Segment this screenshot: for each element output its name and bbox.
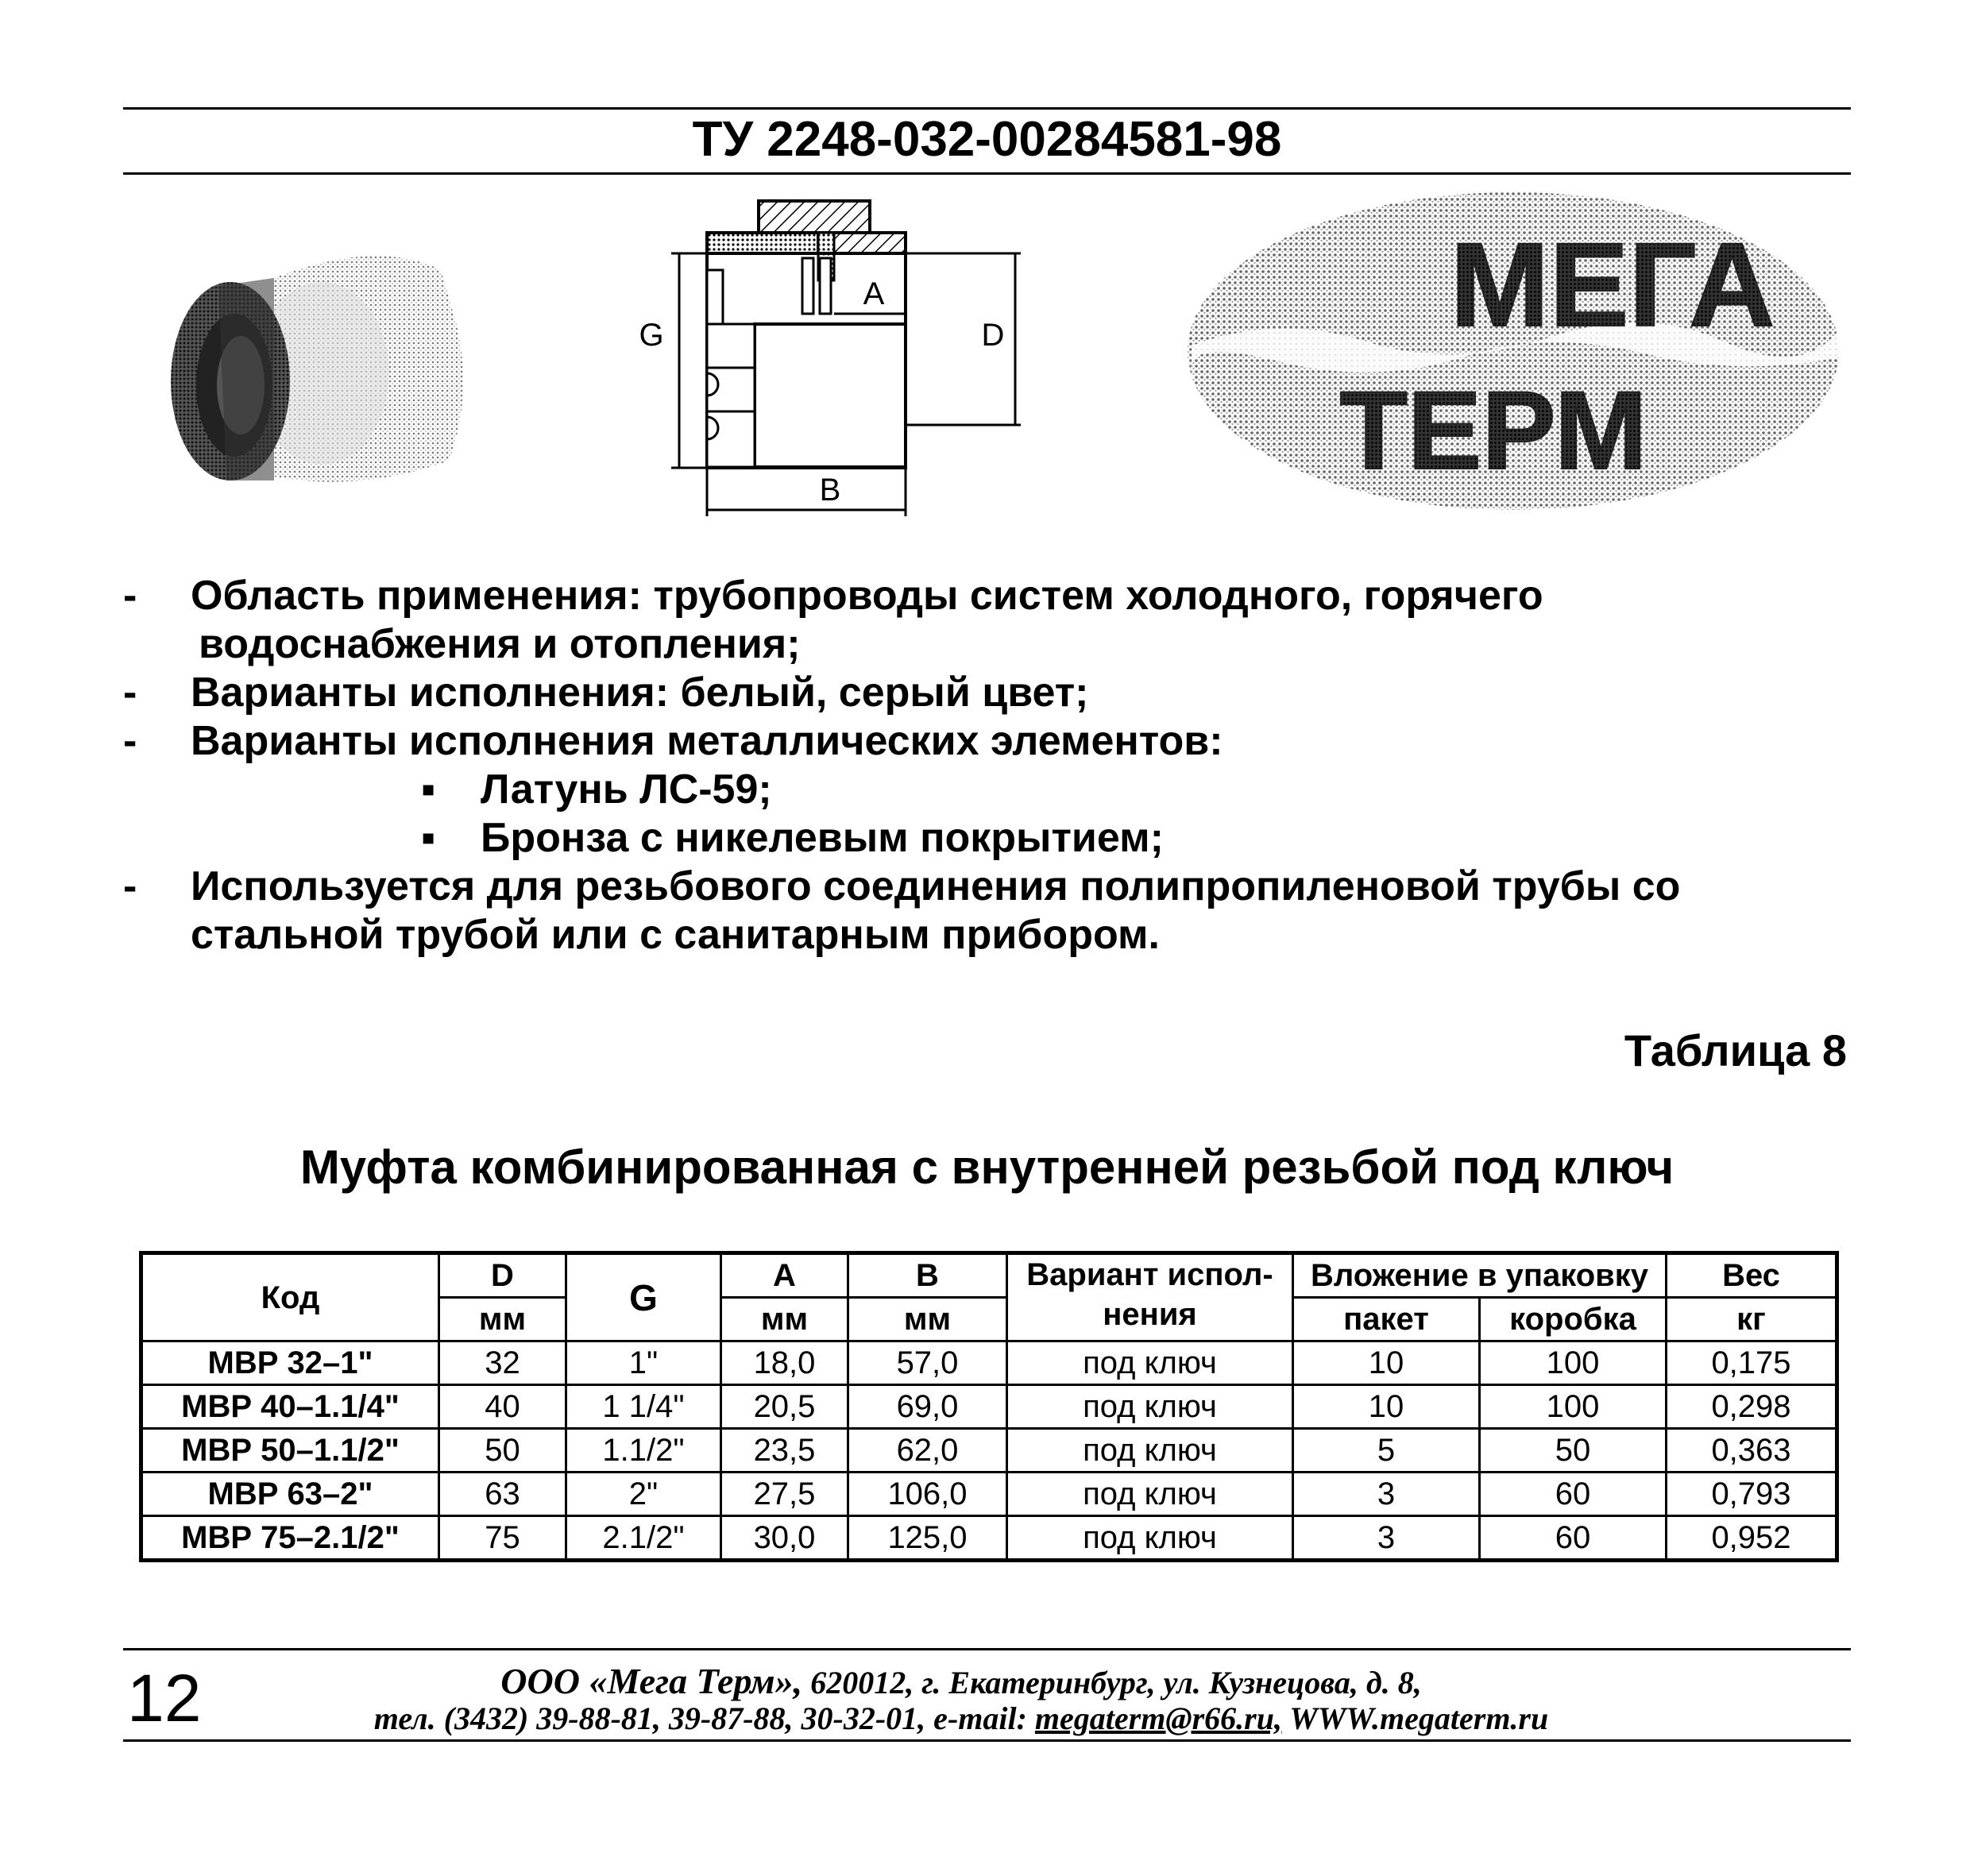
cell-box: 60 <box>1480 1473 1667 1516</box>
cell-box: 50 <box>1480 1429 1667 1473</box>
header-variant <box>1007 1253 1293 1341</box>
cell-d: 63 <box>439 1473 566 1516</box>
header-a-unit: мм <box>721 1298 848 1341</box>
cell-weight: 0,952 <box>1667 1516 1837 1561</box>
table-header-row <box>141 1253 1837 1298</box>
cell-d: 50 <box>439 1429 566 1473</box>
square-bullet-marker: ▪ <box>421 766 436 813</box>
bullet-item <box>111 863 1859 911</box>
table-row <box>141 1385 1837 1429</box>
bullet-item <box>111 717 1859 766</box>
cell-g: 1.1/2" <box>566 1429 721 1473</box>
table-row <box>141 1341 1837 1385</box>
bullet-item <box>111 572 1859 620</box>
footer-rule-bottom <box>123 1739 1851 1742</box>
specification-table <box>139 1251 1839 1562</box>
cell-a: 30,0 <box>721 1516 848 1561</box>
cell-variant: под ключ <box>1007 1473 1293 1516</box>
cell-weight: 0,298 <box>1667 1385 1837 1429</box>
cell-d: 32 <box>439 1341 566 1385</box>
cell-a: 27,5 <box>721 1473 848 1516</box>
page-number: 12 <box>127 1661 202 1735</box>
bullet-item <box>111 669 1859 717</box>
cell-code: МВР 32–1" <box>141 1341 439 1385</box>
cell-d: 75 <box>439 1516 566 1561</box>
cell-variant: под ключ <box>1007 1341 1293 1385</box>
header-weight-unit: кг <box>1667 1298 1837 1341</box>
dash-marker: - <box>123 670 137 716</box>
cell-g: 1" <box>566 1341 721 1385</box>
cell-weight: 0,363 <box>1667 1429 1837 1473</box>
cell-code: МВР 63–2" <box>141 1473 439 1516</box>
cell-g: 2.1/2" <box>566 1516 721 1561</box>
cell-code: МВР 75–2.1/2" <box>141 1516 439 1561</box>
cell-b: 57,0 <box>848 1341 1007 1385</box>
cell-packet: 10 <box>1293 1341 1480 1385</box>
application-notes <box>111 572 1859 959</box>
cell-variant: под ключ <box>1007 1429 1293 1473</box>
company-address: 620012, г. Екатеринбург, ул. Кузнецова, д. 8, <box>810 1665 1422 1700</box>
footer-rule-top <box>123 1648 1851 1650</box>
header-rule-bottom <box>123 172 1851 175</box>
dimension-label-a: A <box>863 276 885 311</box>
table-title: Муфта комбинированная с внутренней резьбой под ключ <box>299 1141 1674 1194</box>
header-packet: пакет <box>1293 1298 1480 1341</box>
megaterm-logo <box>1184 187 1843 516</box>
bullet-text-continuation: стальной трубой или с санитарным прибором. <box>191 912 1160 958</box>
sub-bullet-text: Латунь ЛС-59; <box>481 766 772 813</box>
header-variant-line2: нения <box>1103 1297 1197 1332</box>
company-phones: тел. (3432) 39-88-81, 39-87-88, 30-32-01, e-mail: <box>373 1700 1027 1736</box>
square-bullet-marker: ▪ <box>421 815 436 861</box>
cell-code: МВР 40–1.1/4" <box>141 1385 439 1429</box>
dash-marker: - <box>123 573 137 619</box>
header-weight: Вес <box>1667 1253 1837 1298</box>
cell-b: 106,0 <box>848 1473 1007 1516</box>
company-name: ООО «Мега Терм», <box>500 1661 803 1701</box>
cell-weight: 0,793 <box>1667 1473 1837 1516</box>
bullet-item <box>111 911 1859 959</box>
cell-b: 62,0 <box>848 1429 1007 1473</box>
product-photo <box>155 222 489 524</box>
bullet-item <box>111 620 1859 669</box>
header-box: коробка <box>1480 1298 1667 1341</box>
bullet-text: Используется для резьбового соединения полипропиленовой трубы со <box>191 863 1681 909</box>
sub-bullet-item <box>111 814 1859 863</box>
header-g: G <box>566 1253 721 1341</box>
table-number: Таблица 8 <box>1624 1025 1847 1075</box>
cell-g: 1 1/4" <box>566 1385 721 1429</box>
sub-bullet-text: Бронза с никелевым покрытием; <box>481 815 1164 861</box>
header-b-unit: мм <box>848 1298 1007 1341</box>
header-code: Код <box>141 1253 439 1341</box>
header-variant-line1: Вариант испол- <box>1026 1257 1273 1292</box>
header-rule-top <box>123 107 1851 110</box>
footer-address-line <box>238 1660 1684 1702</box>
header-d-unit: мм <box>439 1298 566 1341</box>
table-row <box>141 1429 1837 1473</box>
dash-marker: - <box>123 863 137 909</box>
document-code: ТУ 2248-032-00284581-98 <box>692 112 1282 167</box>
bullet-text: Варианты исполнения: белый, серый цвет; <box>191 670 1089 716</box>
header-a: A <box>721 1253 848 1298</box>
table-row <box>141 1516 1837 1561</box>
logo-text-top: МЕГА <box>1450 218 1775 351</box>
logo-text-bottom: ТЕРМ <box>1339 368 1647 492</box>
cell-variant: под ключ <box>1007 1516 1293 1561</box>
cell-a: 20,5 <box>721 1385 848 1429</box>
cell-a: 23,5 <box>721 1429 848 1473</box>
header-d: D <box>439 1253 566 1298</box>
sub-bullet-item <box>111 766 1859 814</box>
website-link[interactable]: WWW.megaterm.ru <box>1289 1700 1549 1736</box>
cell-packet: 3 <box>1293 1516 1480 1561</box>
header-packing: Вложение в упаковку <box>1293 1253 1667 1298</box>
dash-marker: - <box>123 718 137 764</box>
cell-variant: под ключ <box>1007 1385 1293 1429</box>
dimension-label-b: B <box>819 473 841 508</box>
bullet-text: Варианты исполнения металлических элементов: <box>191 718 1223 764</box>
header-b: B <box>848 1253 1007 1298</box>
footer-contacts-line <box>238 1700 1684 1737</box>
cell-packet: 3 <box>1293 1473 1480 1516</box>
cell-box: 60 <box>1480 1516 1667 1561</box>
bullet-text: Область применения: трубопроводы систем холодного, горячего <box>191 573 1543 619</box>
cell-b: 125,0 <box>848 1516 1007 1561</box>
dimension-label-d: D <box>981 318 1005 353</box>
dimension-label-g: G <box>639 318 664 353</box>
cell-packet: 10 <box>1293 1385 1480 1429</box>
bullet-text-continuation: водоснабжения и отопления; <box>199 621 801 667</box>
cell-d: 40 <box>439 1385 566 1429</box>
cell-g: 2" <box>566 1473 721 1516</box>
table-row <box>141 1473 1837 1516</box>
cross-section-drawing <box>635 195 1064 528</box>
cell-code: МВР 50–1.1/2" <box>141 1429 439 1473</box>
cell-packet: 5 <box>1293 1429 1480 1473</box>
cell-b: 69,0 <box>848 1385 1007 1429</box>
cell-box: 100 <box>1480 1385 1667 1429</box>
cell-box: 100 <box>1480 1341 1667 1385</box>
cell-a: 18,0 <box>721 1341 848 1385</box>
cell-weight: 0,175 <box>1667 1341 1837 1385</box>
email-link[interactable]: megaterm@r66.ru, <box>1034 1700 1282 1736</box>
